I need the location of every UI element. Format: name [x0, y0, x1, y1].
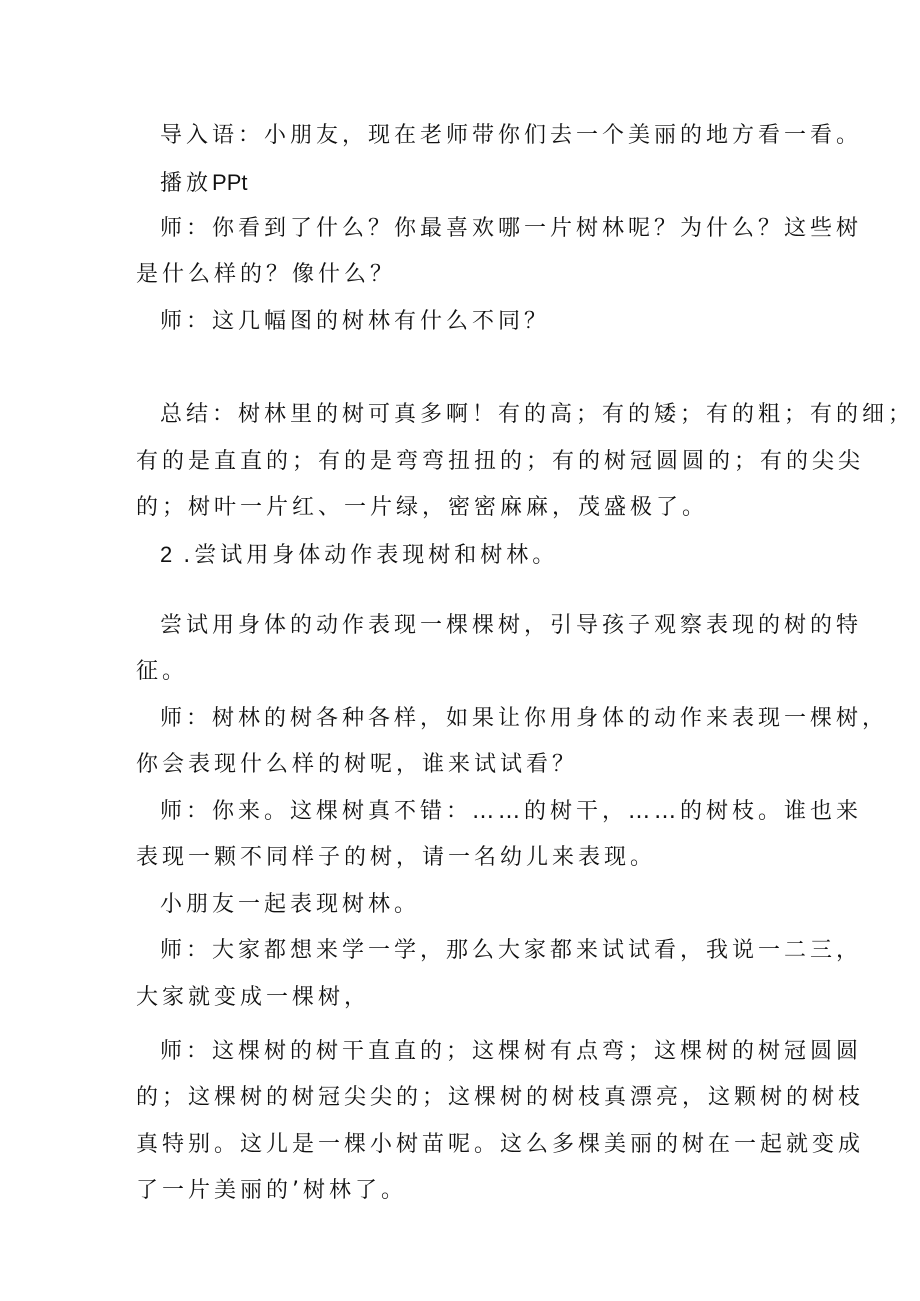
- attempt-line-2: 征。: [136, 659, 189, 684]
- intro-line: 导入语：小朋友，现在老师带你们去一个美丽的地方看一看。: [160, 123, 863, 148]
- question-line-2: 是什么样的？像什么？: [136, 262, 397, 287]
- summary-line-3: 的；树叶一片红、一片绿，密密麻麻，茂盛极了。: [136, 495, 709, 520]
- teacher-line-6: 大家就变成一棵树，: [136, 985, 371, 1010]
- teacher-line-1: 师：树林的树各种各样，如果让你用身体的动作来表现一棵树，: [160, 706, 889, 731]
- teacher-line-7: 师：这棵树的树干直直的；这棵树有点弯；这棵树的树冠圆圆: [160, 1039, 863, 1064]
- teacher-line-3: 师：你来。这棵树真不错：……的树干，……的树枝。谁也来: [160, 799, 863, 824]
- summary-line-2: 有的是直直的；有的是弯弯扭扭的；有的树冠圆圆的；有的尖尖: [136, 449, 865, 474]
- section-title: .尝试用身体动作表现树和树林。: [183, 543, 559, 568]
- children-forest-line: 小朋友一起表现树林。: [160, 892, 421, 917]
- teacher-line-8: 的；这棵树的树冠尖尖的；这棵树的树枝真漂亮，这颗树的树枝: [136, 1085, 865, 1110]
- difference-question: 师：这几幅图的树林有什么不同？: [160, 309, 551, 334]
- teacher-line-9: 真特别。这儿是一棵小树苗呢。这么多棵美丽的树在一起就变成: [136, 1132, 865, 1157]
- question-line-1: 师：你看到了什么？你最喜欢哪一片树林呢？为什么？这些树: [160, 216, 863, 241]
- play-ppt-line: [160, 169, 247, 198]
- teacher-line-10: 了一片美丽的’树林了。: [136, 1178, 407, 1203]
- section-number: 2: [160, 542, 173, 567]
- summary-line-1: 总结：树林里的树可真多啊！有的高；有的矮；有的粗；有的细；: [160, 402, 915, 427]
- teacher-line-4: 表现一颗不同样子的树，请一名幼儿来表现。: [136, 845, 657, 870]
- teacher-line-5: 师：大家都想来学一学，那么大家都来试试看，我说一二三，: [160, 938, 863, 963]
- play-ppt-latin: PPt: [212, 170, 248, 195]
- attempt-line-1: 尝试用身体的动作表现一棵棵树，引导孩子观察表现的树的特: [160, 613, 863, 638]
- teacher-line-2: 你会表现什么样的树呢，谁来试试看？: [136, 752, 579, 777]
- play-ppt-prefix: 播放: [160, 171, 213, 196]
- section-heading-2: [160, 541, 558, 570]
